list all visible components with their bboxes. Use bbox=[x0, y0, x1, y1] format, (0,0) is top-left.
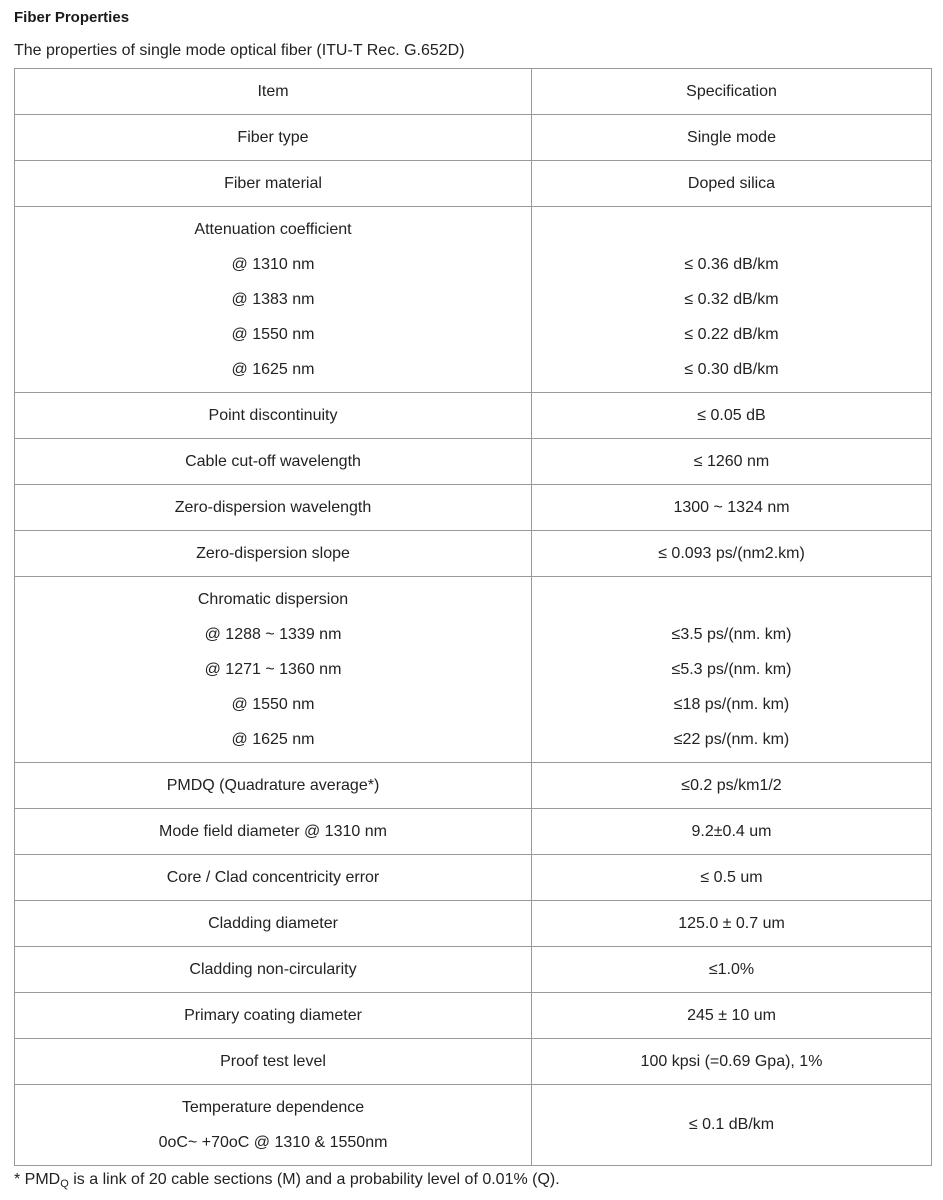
row-item: Fiber type bbox=[15, 115, 532, 161]
row-sub-item: @ 1550 nm bbox=[231, 326, 315, 343]
table-row bbox=[15, 115, 932, 161]
table-row bbox=[15, 901, 932, 947]
table-row bbox=[15, 1039, 932, 1085]
row-spec: ≤0.2 ps/km1/2 bbox=[532, 763, 932, 809]
row-sub-item: @ 1271 ~ 1360 nm bbox=[204, 661, 342, 678]
row-spec: ≤ 1260 nm bbox=[532, 439, 932, 485]
row-spec bbox=[532, 207, 932, 393]
row-item-title: Attenuation coefficient bbox=[194, 221, 352, 238]
row-sub-item: @ 1550 nm bbox=[231, 696, 315, 713]
table-row bbox=[15, 439, 932, 485]
row-item: Core / Clad concentricity error bbox=[15, 855, 532, 901]
row-spec: 100 kpsi (=0.69 Gpa), 1% bbox=[532, 1039, 932, 1085]
row-item: PMDQ (Quadrature average*) bbox=[15, 763, 532, 809]
row-sub-spec: ≤ 0.32 dB/km bbox=[684, 291, 779, 308]
row-spec: ≤ 0.5 um bbox=[532, 855, 932, 901]
footnote-text: is a link of 20 cable sections (M) and a probability level of 0.01% (Q). bbox=[68, 1171, 560, 1188]
row-sub-spec: ≤18 ps/(nm. km) bbox=[673, 696, 790, 713]
row-sub-item: @ 1288 ~ 1339 nm bbox=[204, 626, 342, 643]
row-item: Cladding diameter bbox=[15, 901, 532, 947]
row-spec bbox=[532, 577, 932, 763]
row-sub-spec: ≤ 0.22 dB/km bbox=[684, 326, 779, 343]
table-row bbox=[15, 207, 932, 393]
row-item: Zero-dispersion wavelength bbox=[15, 485, 532, 531]
row-item: Cable cut-off wavelength bbox=[15, 439, 532, 485]
row-item-title: Chromatic dispersion bbox=[197, 591, 349, 608]
table-row bbox=[15, 531, 932, 577]
row-spec: ≤1.0% bbox=[532, 947, 932, 993]
row-spec: ≤ 0.1 dB/km bbox=[532, 1085, 932, 1166]
row-spec: 125.0 ± 0.7 um bbox=[532, 901, 932, 947]
row-item: Primary coating diameter bbox=[15, 993, 532, 1039]
row-sub-spec: ≤ 0.30 dB/km bbox=[684, 361, 779, 378]
row-spec: 245 ± 10 um bbox=[532, 993, 932, 1039]
footnote bbox=[14, 1171, 560, 1190]
row-spec: ≤ 0.05 dB bbox=[532, 393, 932, 439]
table-row bbox=[15, 485, 932, 531]
row-spec: ≤ 0.093 ps/(nm2.km) bbox=[532, 531, 932, 577]
row-item bbox=[15, 1085, 532, 1166]
row-spec: Doped silica bbox=[532, 161, 932, 207]
table-caption: The properties of single mode optical fiber (ITU-T Rec. G.652D) bbox=[14, 42, 465, 59]
row-spec: Single mode bbox=[532, 115, 932, 161]
row-item: Point discontinuity bbox=[15, 393, 532, 439]
row-sub-spec: ≤5.3 ps/(nm. km) bbox=[671, 661, 792, 678]
fiber-properties-table bbox=[14, 68, 932, 1166]
row-sub-spec: ≤3.5 ps/(nm. km) bbox=[671, 626, 792, 643]
row-item bbox=[15, 577, 532, 763]
row-sub-spec: ≤22 ps/(nm. km) bbox=[673, 731, 790, 748]
row-sub-spec: ≤ 0.36 dB/km bbox=[684, 256, 779, 273]
row-item: Cladding non-circularity bbox=[15, 947, 532, 993]
column-header-item: Item bbox=[15, 69, 532, 115]
table-row bbox=[15, 577, 932, 763]
table-row bbox=[15, 161, 932, 207]
row-item: Zero-dispersion slope bbox=[15, 531, 532, 577]
table-row bbox=[15, 763, 932, 809]
row-item: Mode field diameter @ 1310 nm bbox=[15, 809, 532, 855]
row-sub-item: @ 1625 nm bbox=[231, 731, 315, 748]
table-row bbox=[15, 855, 932, 901]
table-row bbox=[15, 809, 932, 855]
table-row bbox=[15, 393, 932, 439]
row-item-title: Temperature dependence bbox=[181, 1099, 365, 1116]
column-header-specification: Specification bbox=[532, 69, 932, 115]
row-sub-item: @ 1383 nm bbox=[231, 291, 315, 308]
table-header-row bbox=[15, 69, 932, 115]
footnote-prefix: * PMD bbox=[14, 1171, 61, 1188]
table-row bbox=[15, 993, 932, 1039]
table-row bbox=[15, 1085, 932, 1166]
row-sub-item: @ 1310 nm bbox=[231, 256, 315, 273]
table-row bbox=[15, 947, 932, 993]
footnote-subscript: Q bbox=[60, 1178, 69, 1190]
row-spec: 1300 ~ 1324 nm bbox=[532, 485, 932, 531]
row-item-condition: 0oC~ +70oC @ 1310 & 1550nm bbox=[158, 1134, 388, 1151]
row-item: Proof test level bbox=[15, 1039, 532, 1085]
row-sub-item: @ 1625 nm bbox=[231, 361, 315, 378]
row-item bbox=[15, 207, 532, 393]
row-spec: 9.2±0.4 um bbox=[532, 809, 932, 855]
section-heading: Fiber Properties bbox=[14, 9, 130, 26]
row-item: Fiber material bbox=[15, 161, 532, 207]
